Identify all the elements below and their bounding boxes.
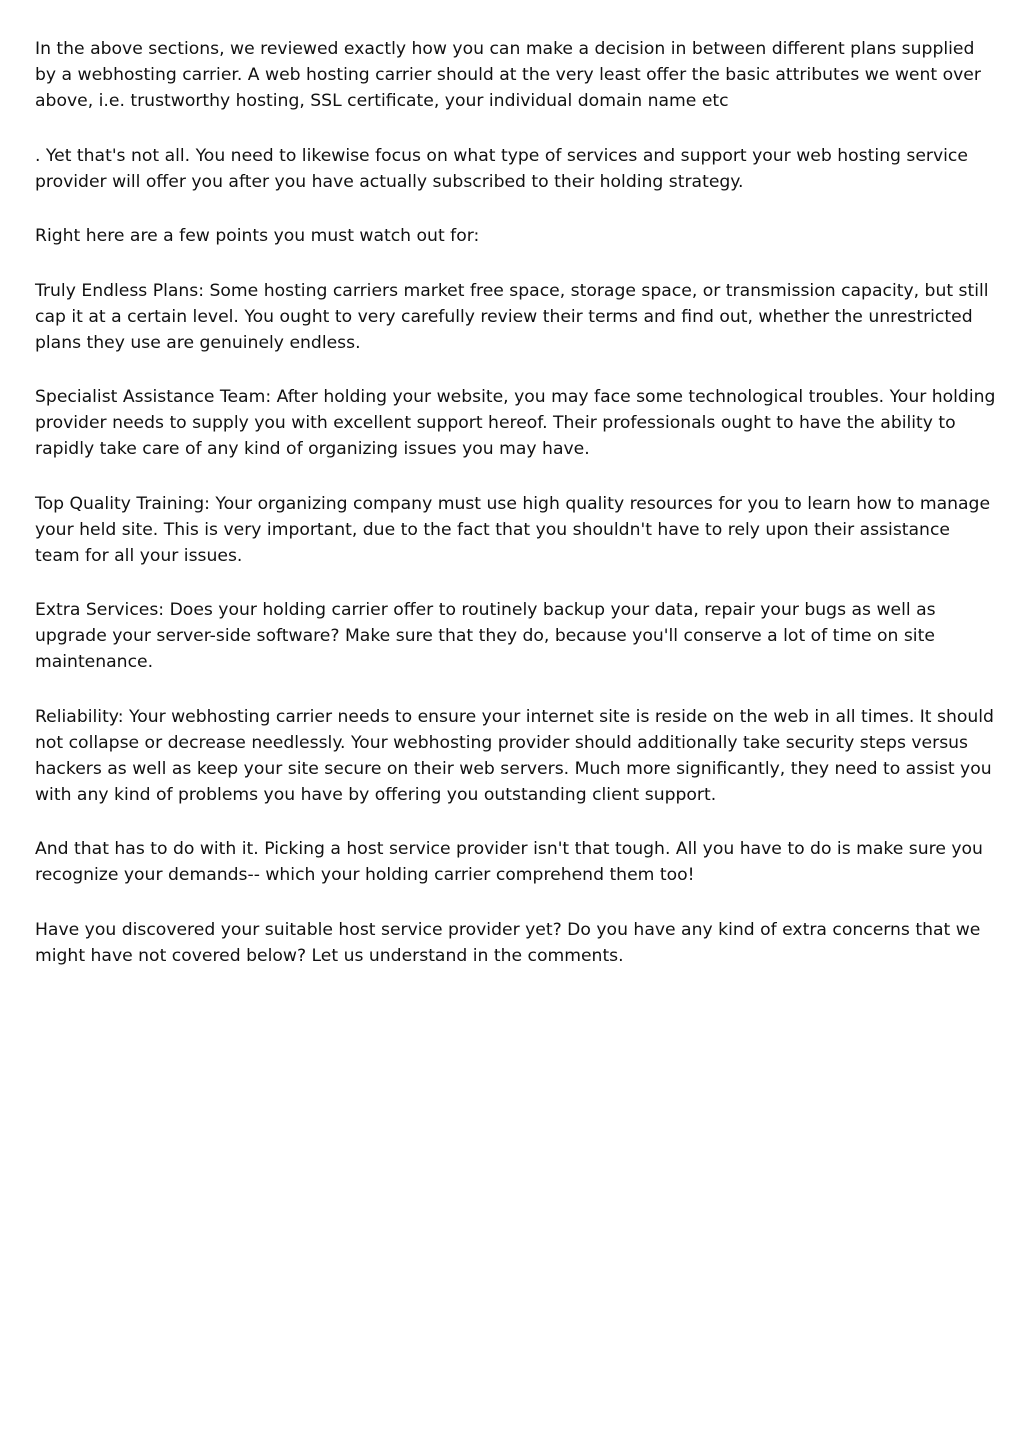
paragraph-closing-question: Have you discovered your suitable host service provider yet? Do you have any kind of extra concerns that we might have not covered below? Let us understand in the comments. — [35, 919, 981, 966]
paragraph-endless-plans: Truly Endless Plans: Some hosting carriers market free space, storage space, or transmission capacity, but still cap it at a certain level. You ought to very carefully review their terms and find out, whether the unrestricted plans they use are genuinely endless. — [35, 280, 989, 353]
paragraph-reliability: Reliability: Your webhosting carrier needs to ensure your internet site is reside on the web in all times. It should not collapse or decrease needlessly. Your webhosting provider should additionally take security steps versus hackers as well as keep your site secure on their web servers. Much more significantly, they need to assist you with any kind of problems you have by offering you outstanding client support. — [35, 706, 994, 805]
paragraph-support-focus: . Yet that's not all. You need to likewise focus on what type of services and support your web hosting service provider will offer you after you have actually subscribed to their holding strategy. — [35, 145, 968, 192]
paragraph-quality-training: Top Quality Training: Your organizing company must use high quality resources for you to learn how to manage your held site. This is very important, due to the fact that you shouldn't have to rely upon their assistance team for all your issues. — [35, 493, 991, 566]
document-body — [35, 36, 997, 997]
paragraph-conclusion: And that has to do with it. Picking a host service provider isn't that tough. All you have to do is make sure you recognize your demands-- which your holding carrier comprehend them too! — [35, 839, 983, 885]
paragraph-extra-services: Extra Services: Does your holding carrier offer to routinely backup your data, repair your bugs as well as upgrade your server-side software? Make sure that they do, because you'll conserve a lot of time on site maintenance. — [35, 600, 936, 672]
paragraph-intro: In the above sections, we reviewed exactly how you can make a decision in between different plans supplied by a webhosting carrier. A web hosting carrier should at the very least offer the basic attributes we went over above, i.e. trustworthy hosting, SSL certificate, your individual domain name etc — [35, 39, 981, 111]
paragraph-assistance-team: Specialist Assistance Team: After holding your website, you may face some technological troubles. Your holding provider needs to supply you with excellent support hereof. Their professionals ought to have the ability to rapidly take care of any kind of organizing issues you may have. — [35, 387, 996, 459]
paragraph-points-intro: Right here are a few points you must watch out for: — [35, 226, 480, 246]
